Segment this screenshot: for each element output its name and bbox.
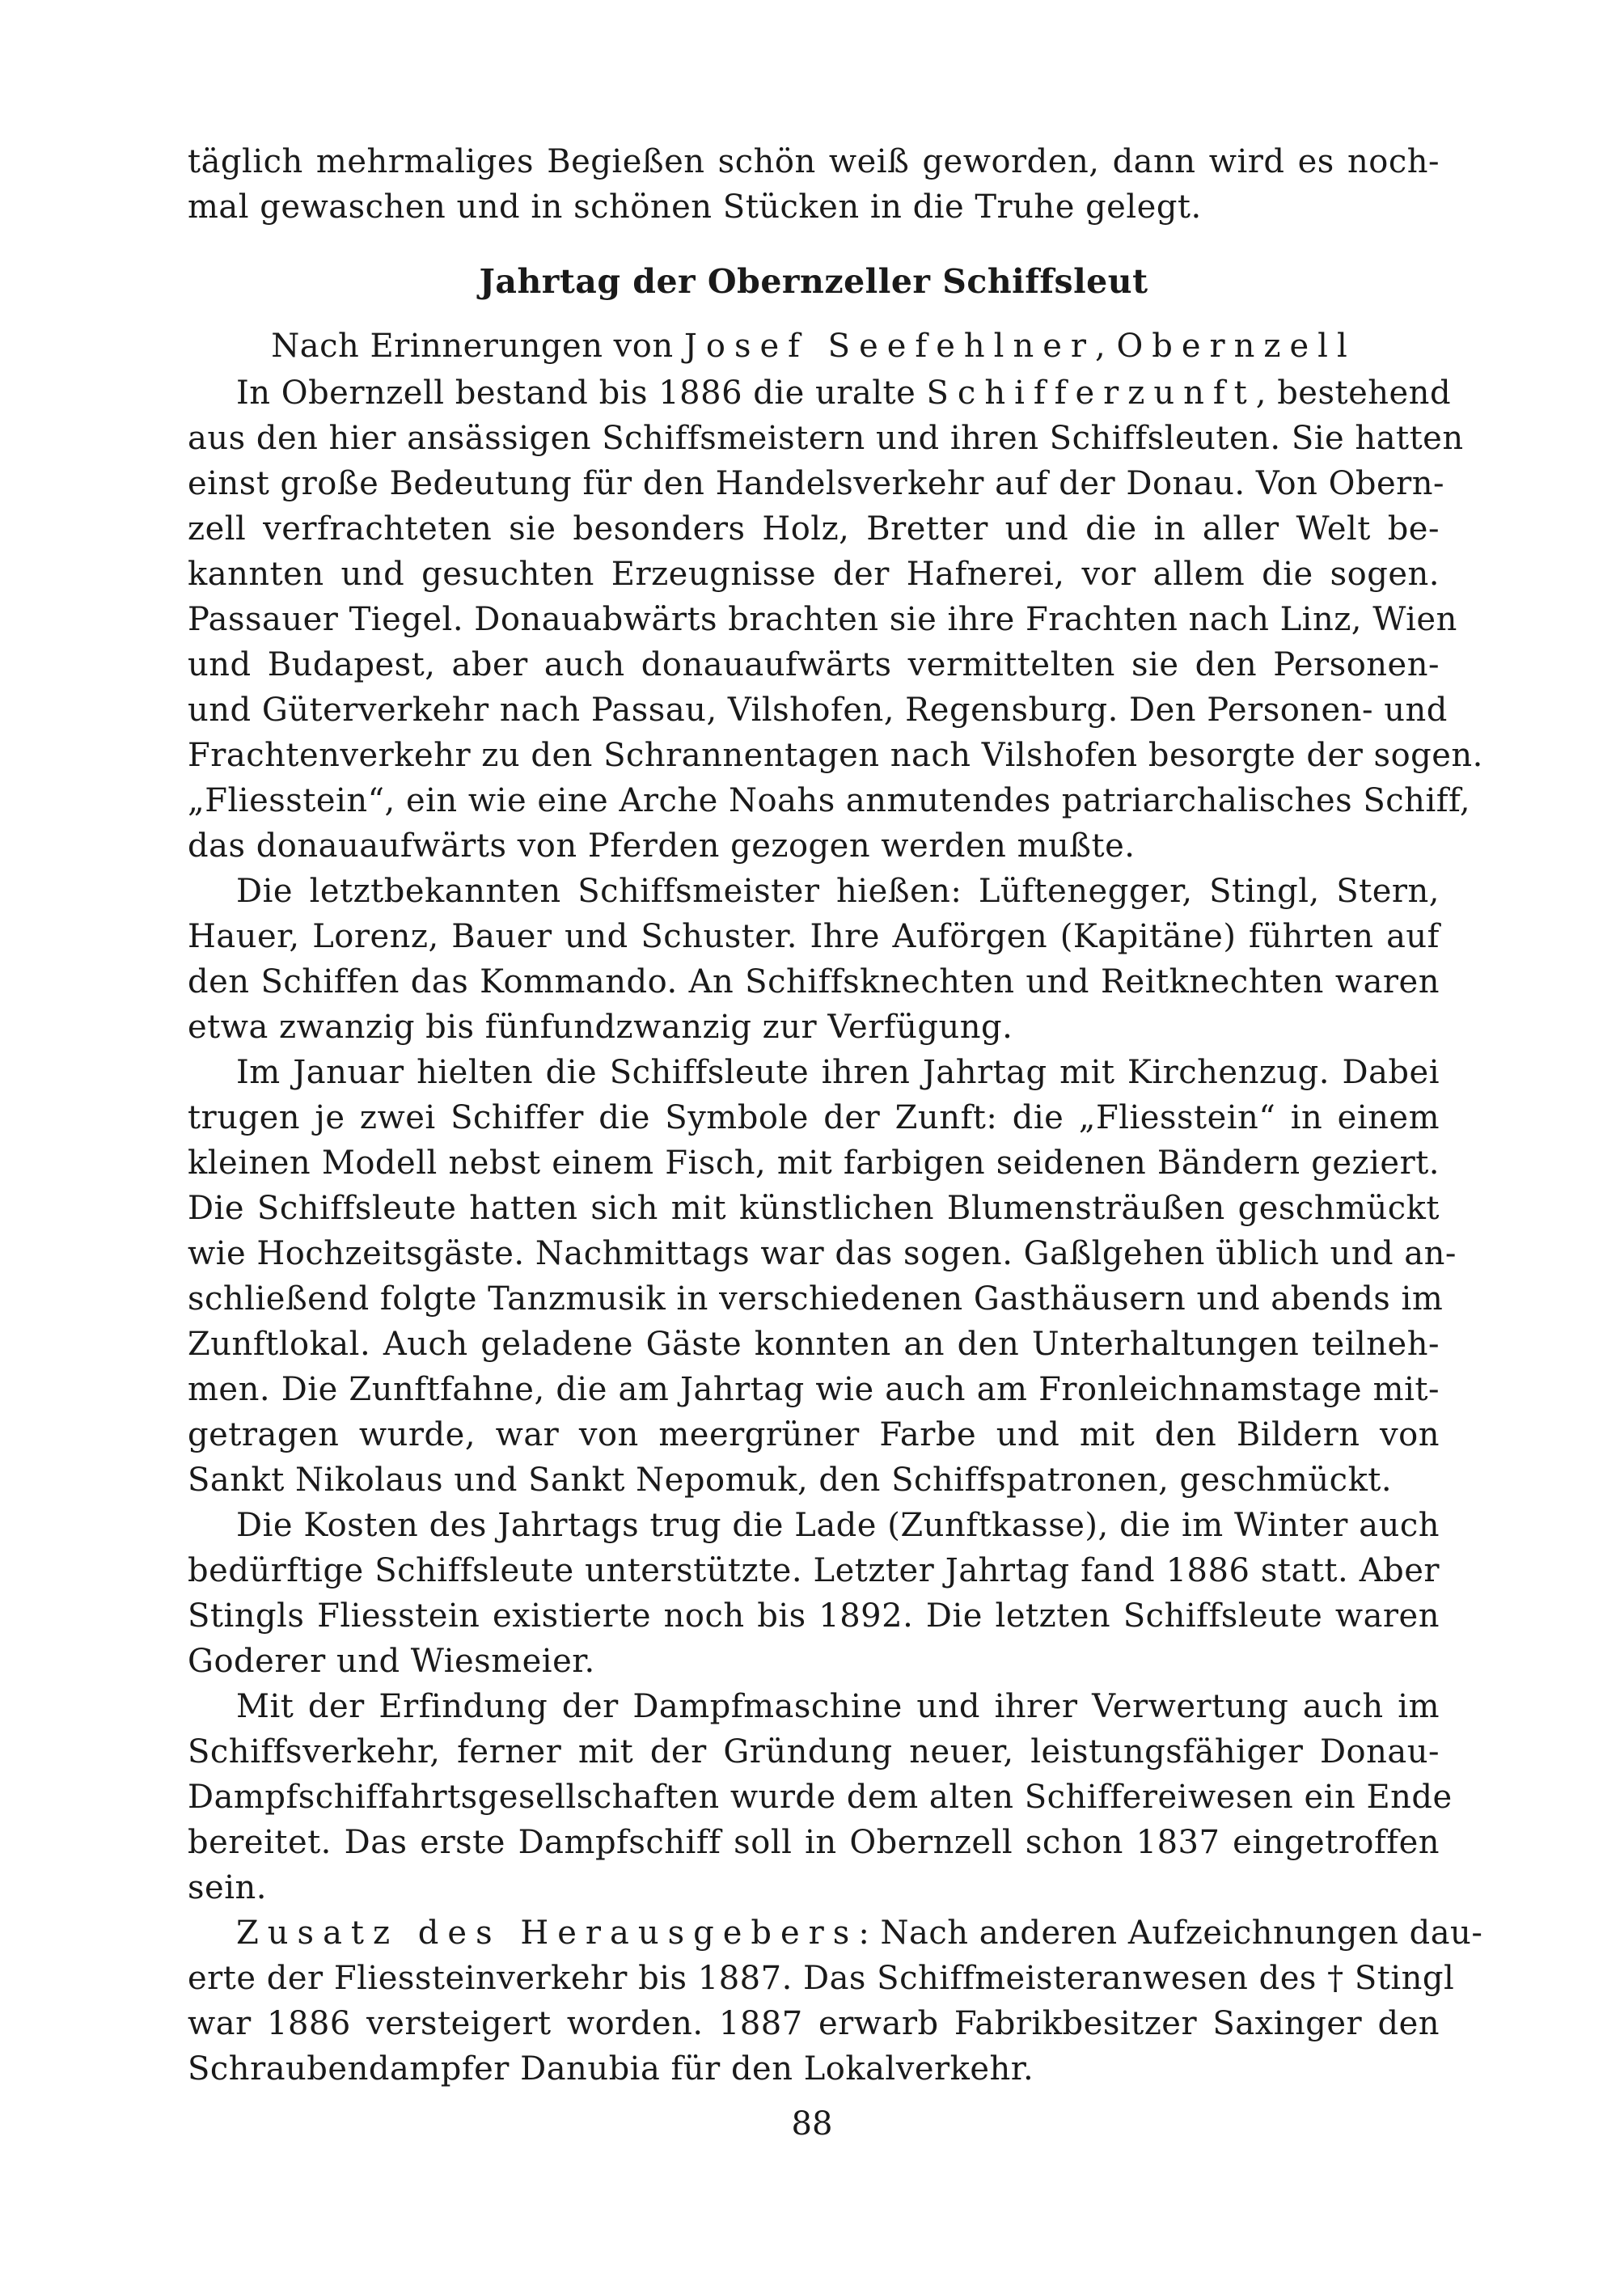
paragraph-line: Die Schiffsleute hatten sich mit künstlichen Blumensträußen geschmückt — [188, 1190, 1440, 1227]
paragraph-line: zell verfrachteten sie besonders Holz, Bretter und die in aller Welt be- — [188, 510, 1440, 548]
paragraph-line: kleinen Modell nebst einem Fisch, mit farbigen seidenen Bändern geziert. — [188, 1144, 1440, 1182]
paragraph-line: und Güterverkehr nach Passau, Vilshofen, Regensburg. Den Personen- und — [188, 692, 1448, 729]
paragraph-line: Die Kosten des Jahrtags trug die Lade (Zunftkasse), die im Winter auch — [236, 1507, 1440, 1544]
paragraph-line: den Schiffen das Kommando. An Schiffsknechten und Reitknechten waren — [188, 963, 1440, 1001]
page-number: 88 — [791, 2105, 833, 2143]
emphasized-text: Schifferzunft — [926, 374, 1256, 412]
paragraph-line: schließend folgte Tanzmusik in verschiedenen Gasthäusern und abends im — [188, 1280, 1444, 1318]
paragraph-line: Goderer und Wiesmeier. — [188, 1643, 595, 1680]
paragraph-line: aus den hier ansässigen Schiffsmeistern und ihren Schiffsleuten. Sie hatten — [188, 420, 1464, 457]
source-separator: , — [1095, 328, 1117, 365]
paragraph-line: bereitet. Das erste Dampfschiff soll in Obernzell schon 1837 eingetroffen — [188, 1824, 1440, 1861]
paragraph-line: Im Januar hielten die Schiffsleute ihren Jahrtag mit Kirchenzug. Dabei — [236, 1054, 1440, 1091]
paragraph-line: Dampfschiffahrtsgesellschaften wurde dem alten Schiffereiwesen ein Ende — [188, 1779, 1453, 1816]
text-fragment: : Nach anderen Aufzeichnungen dau- — [858, 1914, 1483, 1952]
paragraph-line: war 1886 versteigert worden. 1887 erwarb Fabrikbesitzer Saxinger den — [188, 2005, 1440, 2042]
paragraph-line: erte der Fliessteinverkehr bis 1887. Das Schiffmeisteranwesen des † Stingl — [188, 1960, 1455, 1997]
intro-line: täglich mehrmaliges Begießen schön weiß geworden, dann wird es noch- — [188, 143, 1440, 180]
section-title: Jahrtag der Obernzeller Schiffsleut — [479, 262, 1148, 301]
source-author: Josef Seefehlner — [683, 328, 1096, 365]
paragraph-line: bedürftige Schiffsleute unterstützte. Letzter Jahrtag fand 1886 statt. Aber — [188, 1552, 1440, 1589]
paragraph-line — [188, 369, 1452, 417]
source-place: Obernzell — [1116, 328, 1356, 365]
paragraph-line: und Budapest, aber auch donauaufwärts vermittelten sie den Personen- — [188, 646, 1440, 683]
paragraph-line: Hauer, Lorenz, Bauer und Schuster. Ihre Auförgen (Kapitäne) führten auf — [188, 918, 1440, 955]
paragraph-line: wie Hochzeitsgäste. Nachmittags war das sogen. Gaßlgehen üblich und an- — [188, 1235, 1457, 1272]
paragraph-line: Sankt Nikolaus und Sankt Nepomuk, den Schiffspatronen, geschmückt. — [188, 1462, 1393, 1499]
paragraph-line: trugen je zwei Schiffer die Symbole der Zunft: die „Fliesstein“ in einem — [188, 1099, 1440, 1136]
text-fragment: , bestehend — [1255, 374, 1452, 412]
paragraph-line: Mit der Erfindung der Dampfmaschine und ihrer Verwertung auch im — [236, 1688, 1440, 1725]
paragraph-line: Die letztbekannten Schiffsmeister hießen: Lüftenegger, Stingl, Stern, — [236, 873, 1440, 910]
paragraph-line: Frachtenverkehr zu den Schrannentagen nach Vilshofen besorgte der sogen. — [188, 737, 1483, 774]
intro-line: mal gewaschen und in schönen Stücken in die Truhe gelegt. — [188, 188, 1202, 226]
paragraph-line: das donauaufwärts von Pferden gezogen werden mußte. — [188, 827, 1136, 865]
paragraph-line: sein. — [188, 1869, 267, 1906]
paragraph-line: Stingls Fliesstein existierte noch bis 1892. Die letzten Schiffsleute waren — [188, 1597, 1440, 1635]
paragraph-line — [188, 1909, 1483, 1957]
paragraph-line: Passauer Tiegel. Donauabwärts brachten sie ihre Frachten nach Linz, Wien — [188, 601, 1457, 638]
paragraph-line: „Fliesstein“, ein wie eine Arche Noahs anmutendes patriarchalisches Schiff, — [188, 782, 1471, 819]
editor-note-label: Zusatz des Herausgebers — [236, 1914, 859, 1952]
paragraph-line: kannten und gesuchten Erzeugnisse der Hafnerei, vor allem die sogen. — [188, 556, 1440, 593]
paragraph-line: Schraubendampfer Danubia für den Lokalverkehr. — [188, 2050, 1034, 2088]
paragraph-line: Zunftlokal. Auch geladene Gäste konnten an den Unterhaltungen teilneh- — [188, 1326, 1440, 1363]
section-source — [188, 322, 1440, 370]
source-prefix: Nach Erinnerungen von — [271, 328, 684, 365]
paragraph-line: Schiffsverkehr, ferner mit der Gründung neuer, leistungsfähiger Donau- — [188, 1733, 1440, 1771]
paragraph-line: getragen wurde, war von meergrüner Farbe und mit den Bildern von — [188, 1416, 1440, 1453]
paragraph-line: einst große Bedeutung für den Handelsverkehr auf der Donau. Von Obern- — [188, 465, 1445, 502]
page-body — [188, 137, 1483, 2208]
paragraph-line: men. Die Zunftfahne, die am Jahrtag wie auch am Fronleichnamstage mit- — [188, 1371, 1440, 1408]
paragraph-line: etwa zwanzig bis fünfundzwanzig zur Verfügung. — [188, 1009, 1013, 1046]
text-fragment: In Obernzell bestand bis 1886 die uralte — [236, 374, 927, 412]
